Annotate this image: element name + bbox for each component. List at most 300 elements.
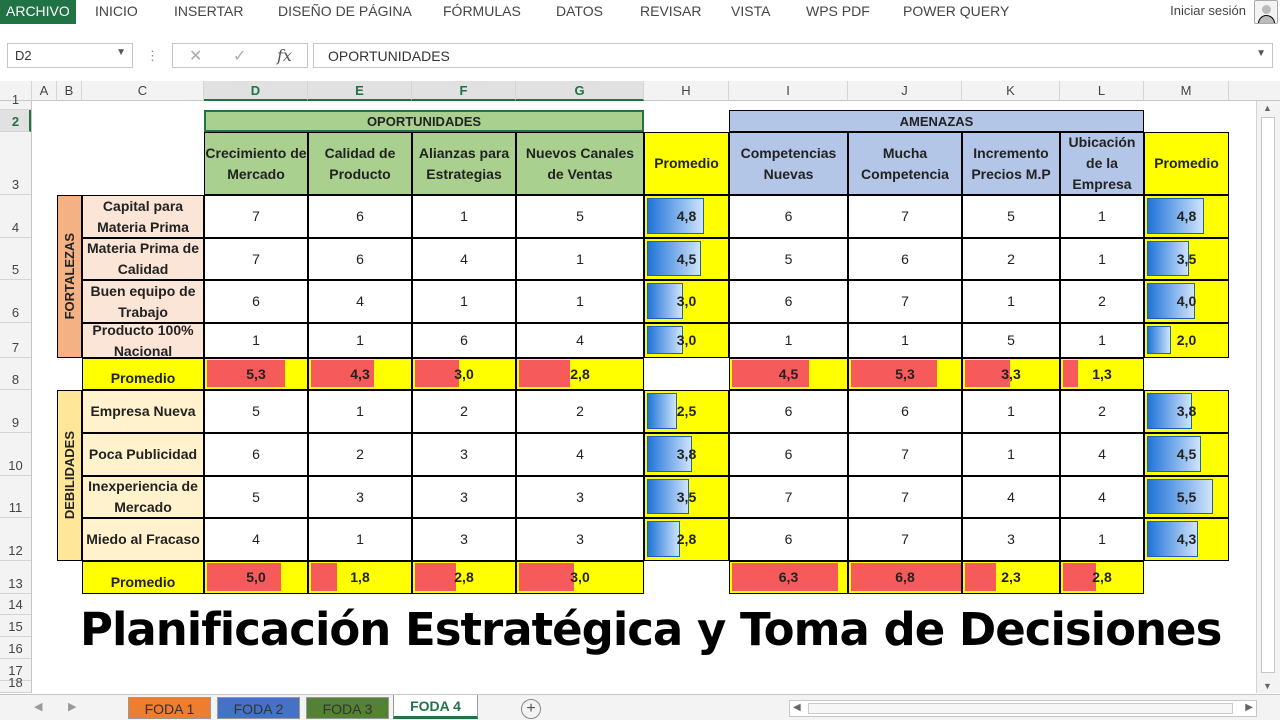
debilidades_promedio-label[interactable] (82, 561, 204, 594)
ribbon (0, 0, 1280, 24)
debilidades-opp-0-1-text: 1 (356, 403, 364, 419)
fortalezas-opp-1-0[interactable] (204, 238, 308, 280)
debilidades_promedio-thr-2[interactable] (962, 561, 1060, 594)
fortalezas-label-3-text: Producto 100% Nacional (92, 321, 194, 359)
fortalezas-label-0[interactable] (82, 195, 204, 238)
column-header-a[interactable]: A (32, 81, 57, 101)
fortalezas-label-0-text: Capital para Materia Prima (97, 197, 189, 235)
column-header-f[interactable]: F (412, 81, 516, 101)
fortalezas_promedio-thr-1-value: 5,3 (895, 365, 915, 382)
row-number: 15 (8, 619, 23, 634)
fortalezas-opp-0-1-text: 6 (356, 208, 364, 224)
debilidades-opp-2-3[interactable] (516, 476, 644, 518)
column-header-j[interactable]: J (848, 81, 962, 101)
fortalezas-thr-avg-1-value: 3,5 (1176, 250, 1197, 267)
debilidades_promedio-opp-0-databar (207, 563, 281, 591)
debilidades-opp-avg-0[interactable] (644, 390, 729, 433)
debilidades_promedio-thr-2-databar (965, 563, 996, 591)
overlay-title: Planificación Estratégica y Toma de Decisiones (80, 603, 1222, 656)
debilidades-thr-3-0[interactable] (729, 518, 848, 561)
fortalezas_promedio-thr-1-databar (851, 360, 937, 387)
opp-header-3[interactable] (516, 132, 644, 195)
group-fortalezas-text: FORTALEZAS (62, 233, 77, 320)
fortalezas-thr-avg-3[interactable] (1144, 323, 1229, 358)
fortalezas-thr-3-1-text: 1 (901, 332, 909, 348)
debilidades-thr-3-3[interactable] (1060, 518, 1144, 561)
debilidades-thr-1-3-text: 4 (1098, 446, 1106, 462)
row-number: 4 (11, 220, 20, 235)
row-header-14[interactable] (0, 594, 31, 615)
debilidades-opp-2-0[interactable] (204, 476, 308, 518)
opp-header-1[interactable] (308, 132, 412, 195)
column-header-c[interactable]: C (82, 81, 204, 101)
fortalezas-opp-2-0[interactable] (204, 280, 308, 323)
row-number: 8 (11, 372, 20, 387)
debilidades_promedio-opp-0[interactable] (204, 561, 308, 594)
fortalezas-thr-avg-2-value: 4,0 (1176, 293, 1197, 309)
debilidades-thr-1-2[interactable] (962, 433, 1060, 476)
fortalezas-thr-avg-0[interactable] (1144, 195, 1229, 238)
debilidades-opp-avg-3[interactable] (644, 518, 729, 561)
row-header-1[interactable] (0, 92, 31, 110)
add-sheet-button[interactable]: + (521, 699, 541, 719)
debilidades-opp-avg-1-value: 3,8 (676, 446, 697, 462)
row-header-11[interactable] (0, 476, 31, 518)
debilidades-thr-3-0-text: 6 (784, 531, 793, 547)
column-header-i[interactable]: I (729, 81, 848, 101)
debilidades-label-3[interactable] (82, 518, 204, 561)
debilidades-thr-2-0-text: 7 (784, 488, 793, 505)
row-header-4[interactable] (0, 195, 31, 238)
formula-input[interactable] (313, 43, 1273, 68)
fortalezas-thr-avg-3-value: 2,0 (1176, 332, 1197, 348)
fortalezas-opp-0-2-text: 1 (460, 208, 468, 224)
fortalezas_promedio-thr-3-databar (1063, 360, 1078, 387)
debilidades-label-1[interactable] (82, 433, 204, 476)
header-oportunidades-text: OPORTUNIDADES (366, 113, 482, 129)
row-number: 12 (8, 543, 23, 558)
row-header-5[interactable] (0, 238, 31, 280)
row-header-18[interactable] (0, 675, 31, 693)
row-header-10[interactable] (0, 433, 31, 476)
next-sheet-icon[interactable]: ▶ (68, 701, 77, 713)
function-icon[interactable]: fx (277, 46, 292, 65)
fortalezas-label-1[interactable] (82, 238, 204, 280)
fortalezas-thr-2-3[interactable] (1060, 280, 1144, 323)
debilidades-label-3-text: Miedo al Fracaso (86, 531, 200, 547)
fortalezas-opp-avg-2[interactable] (644, 280, 729, 323)
debilidades-opp-2-1[interactable] (308, 476, 412, 518)
debilidades-opp-2-0-text: 5 (252, 488, 260, 505)
fortalezas_promedio-label[interactable] (82, 358, 204, 390)
formula-buttons (172, 43, 308, 68)
name-box[interactable] (7, 43, 133, 68)
fortalezas-thr-0-3[interactable] (1060, 195, 1144, 238)
debilidades-opp-2-3-text: 3 (576, 488, 584, 505)
fortalezas-opp-2-1[interactable] (308, 280, 412, 323)
debilidades-thr-3-1[interactable] (848, 518, 962, 561)
debilidades-label-0[interactable] (82, 390, 204, 433)
debilidades-thr-avg-3[interactable] (1144, 518, 1229, 561)
debilidades_promedio-opp-3[interactable] (516, 561, 644, 594)
row-number: 10 (8, 458, 23, 473)
prev-sheet-icon[interactable]: ◀ (34, 701, 43, 713)
debilidades_promedio-opp-1[interactable] (308, 561, 412, 594)
header-amenazas[interactable] (729, 110, 1144, 132)
row-header-13[interactable] (0, 561, 31, 594)
confirm-icon[interactable]: ✓ (233, 48, 247, 65)
fortalezas_promedio-opp-0-value: 5,3 (246, 365, 266, 382)
cancel-icon[interactable]: ✕ (189, 48, 203, 65)
debilidades-thr-avg-0[interactable] (1144, 390, 1229, 433)
fortalezas-opp-avg-1[interactable] (644, 238, 729, 280)
vertical-scrollbar[interactable] (1256, 101, 1280, 693)
fortalezas-thr-1-1[interactable] (848, 238, 962, 280)
debilidades_promedio-opp-3-databar (519, 563, 574, 591)
debilidades-thr-0-2-text: 1 (1007, 403, 1015, 419)
fortalezas_promedio-opp-3[interactable] (516, 358, 644, 390)
row-header-7[interactable] (0, 323, 31, 358)
threat-header-2-text: Incremento Precios M.P (971, 144, 1051, 182)
row-header-3[interactable] (0, 132, 31, 195)
more-vertical-icon: ⋮ (146, 48, 159, 63)
fortalezas-label-3[interactable] (82, 323, 204, 358)
fortalezas-thr-1-2[interactable] (962, 238, 1060, 280)
threat-header-1-text: Mucha Competencia (861, 144, 949, 182)
row-number: 18 (8, 675, 23, 690)
column-header-h[interactable]: H (644, 81, 729, 101)
fortalezas-thr-3-2[interactable] (962, 323, 1060, 358)
fortalezas-thr-0-0[interactable] (729, 195, 848, 238)
header-oportunidades[interactable] (204, 110, 644, 132)
row-header-12[interactable] (0, 518, 31, 561)
name-box-value: D2 (15, 48, 32, 63)
debilidades_promedio-opp-2[interactable] (412, 561, 516, 594)
fortalezas-opp-0-2[interactable] (412, 195, 516, 238)
fortalezas-thr-0-0-text: 6 (784, 208, 793, 224)
fortalezas-thr-2-1[interactable] (848, 280, 962, 323)
fortalezas_promedio-opp-2[interactable] (412, 358, 516, 390)
debilidades-opp-1-1[interactable] (308, 433, 412, 476)
debilidades-thr-3-2[interactable] (962, 518, 1060, 561)
fortalezas-thr-3-3[interactable] (1060, 323, 1144, 358)
debilidades-thr-0-3[interactable] (1060, 390, 1144, 433)
sheet-tab-4[interactable]: FODA 4 (393, 695, 478, 719)
debilidades_promedio-thr-1[interactable] (848, 561, 962, 594)
ribbon-tab-9[interactable]: POWER QUERY (903, 3, 1010, 19)
opp-header-1-text: Calidad de Producto (324, 144, 396, 182)
ribbon-tab-4[interactable]: FÓRMULAS (443, 3, 521, 19)
fortalezas-opp-3-3[interactable] (516, 323, 644, 358)
fortalezas-opp-avg-3[interactable] (644, 323, 729, 358)
debilidades-opp-3-2[interactable] (412, 518, 516, 561)
fortalezas-opp-0-3-text: 5 (576, 208, 584, 224)
fortalezas_promedio-thr-0[interactable] (729, 358, 848, 390)
promedio-header-thr[interactable] (1144, 132, 1229, 195)
column-header-g[interactable]: G (516, 81, 644, 101)
row-headers (0, 92, 32, 693)
ribbon-tab-8[interactable]: WPS PDF (806, 3, 870, 19)
opp-header-2[interactable] (412, 132, 516, 195)
debilidades-thr-avg-1[interactable] (1144, 433, 1229, 476)
row-number: 9 (11, 415, 20, 430)
ribbon-tab-5[interactable]: DATOS (556, 3, 603, 19)
fortalezas_promedio-opp-1[interactable] (308, 358, 412, 390)
fortalezas-thr-0-1[interactable] (848, 195, 962, 238)
group-debilidades[interactable] (57, 390, 82, 561)
row-number: 3 (11, 177, 20, 192)
chevron-down-icon[interactable]: ▼ (116, 47, 126, 58)
column-header-m[interactable]: M (1144, 81, 1229, 101)
debilidades-opp-1-3[interactable] (516, 433, 644, 476)
fortalezas-thr-2-1-text: 7 (901, 293, 909, 309)
column-header-b[interactable]: B (57, 81, 82, 101)
debilidades-thr-2-0[interactable] (729, 476, 848, 518)
ribbon-tab-2[interactable]: INSERTAR (174, 3, 244, 19)
fortalezas-opp-1-1[interactable] (308, 238, 412, 280)
debilidades-thr-0-0[interactable] (729, 390, 848, 433)
debilidades_promedio-label-text: Promedio (110, 574, 176, 590)
fortalezas_promedio-thr-3-value: 1,3 (1092, 365, 1112, 382)
fortalezas-opp-3-3-text: 4 (576, 332, 584, 348)
column-header-e[interactable]: E (308, 81, 412, 101)
debilidades-thr-2-3-text: 4 (1098, 488, 1106, 505)
debilidades-thr-1-2-text: 1 (1007, 446, 1015, 462)
fortalezas-opp-2-1-text: 4 (356, 293, 364, 309)
fortalezas_promedio-thr-2-value: 3,3 (1001, 365, 1021, 382)
fortalezas-thr-2-0[interactable] (729, 280, 848, 323)
debilidades-thr-3-2-text: 3 (1007, 531, 1015, 547)
fortalezas-opp-1-3[interactable] (516, 238, 644, 280)
debilidades-thr-1-3[interactable] (1060, 433, 1144, 476)
fortalezas_promedio-thr-1[interactable] (848, 358, 962, 390)
debilidades-thr-0-0-text: 6 (784, 403, 793, 419)
fortalezas-opp-1-2[interactable] (412, 238, 516, 280)
debilidades-opp-3-0-text: 4 (252, 531, 260, 547)
debilidades_promedio-opp-1-databar (311, 563, 337, 591)
ribbon-tab-3[interactable]: DISEÑO DE PÁGINA (278, 3, 412, 19)
debilidades-thr-3-1-text: 7 (901, 531, 909, 547)
debilidades_promedio-opp-2-databar (415, 563, 456, 591)
fortalezas-opp-3-1-text: 1 (356, 332, 364, 348)
debilidades_promedio-opp-3-value: 3,0 (570, 569, 590, 585)
fortalezas-thr-3-0-text: 1 (784, 332, 793, 348)
debilidades-thr-2-3[interactable] (1060, 476, 1144, 518)
fortalezas_promedio-opp-1-value: 4,3 (350, 365, 370, 382)
fortalezas_promedio-opp-2-value: 3,0 (454, 365, 474, 382)
row-header-16[interactable] (0, 637, 31, 659)
debilidades-label-0-text: Empresa Nueva (90, 403, 196, 419)
column-header-k[interactable]: K (962, 81, 1060, 101)
fortalezas-label-2[interactable] (82, 280, 204, 323)
expand-formula-icon[interactable]: ▼ (1256, 48, 1266, 59)
fortalezas-label-2-text: Buen equipo de Trabajo (90, 282, 196, 320)
fortalezas_promedio-opp-2-databar (415, 360, 459, 387)
fortalezas-thr-1-3[interactable] (1060, 238, 1144, 280)
debilidades-opp-1-0[interactable] (204, 433, 308, 476)
fortalezas-thr-1-0[interactable] (729, 238, 848, 280)
ribbon-tab-0[interactable]: ARCHIVO (0, 0, 76, 24)
debilidades-thr-1-0[interactable] (729, 433, 848, 476)
debilidades_promedio-thr-2-value: 2,3 (1001, 569, 1021, 585)
threat-header-3[interactable] (1060, 132, 1144, 195)
row-header-2[interactable] (0, 110, 31, 132)
ribbon-tab-6[interactable]: REVISAR (640, 3, 702, 19)
threat-header-1[interactable] (848, 132, 962, 195)
promedio-header-opp-text: Promedio (654, 155, 719, 171)
debilidades_promedio-thr-1-value: 6,8 (895, 569, 915, 585)
fortalezas_promedio-opp-0[interactable] (204, 358, 308, 390)
row-number: 2 (11, 114, 20, 129)
threat-header-2[interactable] (962, 132, 1060, 195)
promedio-header-opp[interactable] (644, 132, 729, 195)
fortalezas_promedio-opp-3-value: 2,8 (570, 365, 590, 382)
debilidades-thr-avg-2[interactable] (1144, 476, 1229, 518)
debilidades-opp-1-0-text: 6 (252, 446, 260, 462)
row-header-8[interactable] (0, 358, 31, 390)
debilidades-opp-0-2-text: 2 (460, 403, 468, 419)
debilidades-opp-3-1[interactable] (308, 518, 412, 561)
debilidades-opp-0-2[interactable] (412, 390, 516, 433)
fortalezas-opp-0-3[interactable] (516, 195, 644, 238)
fortalezas-thr-2-3-text: 2 (1098, 293, 1106, 309)
fortalezas-thr-1-3-text: 1 (1098, 250, 1106, 267)
fortalezas-opp-0-0-text: 7 (252, 208, 260, 224)
debilidades-thr-avg-3-value: 4,3 (1176, 531, 1197, 547)
opp-header-0-text: Crecimiento de Mercado (205, 144, 307, 182)
fortalezas-opp-1-0-text: 7 (252, 250, 260, 267)
debilidades-opp-2-2[interactable] (412, 476, 516, 518)
ribbon-tab-1[interactable]: INICIO (95, 3, 138, 19)
fortalezas-opp-2-2[interactable] (412, 280, 516, 323)
debilidades-thr-2-1-text: 7 (901, 488, 909, 505)
fortalezas-thr-0-2-text: 5 (1007, 208, 1015, 224)
row-header-9[interactable] (0, 390, 31, 433)
debilidades-thr-2-2[interactable] (962, 476, 1060, 518)
debilidades-thr-0-1-text: 6 (901, 403, 909, 419)
row-number: 1 (11, 92, 20, 107)
debilidades_promedio-thr-3[interactable] (1060, 561, 1144, 594)
debilidades-opp-1-1-text: 2 (356, 446, 364, 462)
scroll-thumb[interactable] (1261, 117, 1275, 673)
debilidades-opp-3-1-text: 1 (356, 531, 364, 547)
fortalezas-thr-avg-1[interactable] (1144, 238, 1229, 280)
row-header-15[interactable] (0, 615, 31, 637)
debilidades-opp-avg-3-databar (647, 521, 680, 557)
debilidades_promedio-opp-2-value: 2,8 (454, 569, 474, 585)
scroll-down-icon[interactable]: ▼ (1263, 681, 1272, 691)
debilidades-label-1-text: Poca Publicidad (88, 446, 198, 462)
debilidades_promedio-opp-1-value: 1,8 (350, 569, 370, 585)
scroll-up-icon[interactable]: ▲ (1263, 103, 1272, 113)
scroll-right-icon[interactable]: ▶ (1245, 702, 1253, 713)
debilidades-thr-2-1[interactable] (848, 476, 962, 518)
fortalezas-thr-0-3-text: 1 (1098, 208, 1106, 224)
debilidades_promedio-thr-0[interactable] (729, 561, 848, 594)
column-header-d[interactable]: D (204, 81, 308, 101)
user-avatar-icon[interactable] (1254, 0, 1278, 24)
fortalezas-thr-3-1[interactable] (848, 323, 962, 358)
sheet-tab-1[interactable]: FODA 1 (128, 697, 211, 719)
fortalezas-opp-3-1[interactable] (308, 323, 412, 358)
threat-header-0[interactable] (729, 132, 848, 195)
debilidades-opp-avg-0-databar (647, 393, 677, 429)
debilidades-opp-2-2-text: 3 (460, 488, 468, 505)
fortalezas-opp-3-2[interactable] (412, 323, 516, 358)
fortalezas-opp-0-1[interactable] (308, 195, 412, 238)
fortalezas_promedio-opp-3-databar (519, 360, 570, 387)
debilidades-opp-avg-2[interactable] (644, 476, 729, 518)
debilidades-thr-1-1[interactable] (848, 433, 962, 476)
debilidades-label-2[interactable] (82, 476, 204, 518)
debilidades-thr-0-1[interactable] (848, 390, 962, 433)
fortalezas-thr-avg-2[interactable] (1144, 280, 1229, 323)
fortalezas_promedio-thr-2[interactable] (962, 358, 1060, 390)
fortalezas-thr-3-0[interactable] (729, 323, 848, 358)
fortalezas-thr-2-0-text: 6 (784, 293, 793, 309)
sheet-tab-3[interactable]: FODA 3 (306, 697, 389, 719)
fortalezas-opp-avg-0-value: 4,8 (676, 208, 697, 224)
column-header-l[interactable]: L (1060, 81, 1144, 101)
debilidades-opp-0-3-text: 2 (576, 403, 584, 419)
fortalezas_promedio-thr-0-value: 4,5 (778, 365, 799, 382)
debilidades-label-2-text: Inexperiencia de Mercado (88, 478, 198, 515)
group-fortalezas[interactable] (57, 195, 82, 358)
debilidades-opp-1-3-text: 4 (576, 446, 584, 462)
ribbon-tab-7[interactable]: VISTA (731, 3, 771, 19)
debilidades-opp-0-3[interactable] (516, 390, 644, 433)
row-header-6[interactable] (0, 280, 31, 323)
scroll-left-icon[interactable]: ◀ (793, 702, 801, 713)
debilidades_promedio-thr-3-databar (1063, 563, 1096, 591)
formula-bar (0, 38, 1280, 74)
opp-header-0[interactable] (204, 132, 308, 195)
debilidades-thr-avg-0-value: 3,8 (1176, 403, 1197, 419)
row-number: 6 (11, 305, 20, 320)
fortalezas-opp-3-0[interactable] (204, 323, 308, 358)
debilidades-opp-1-2[interactable] (412, 433, 516, 476)
fortalezas_promedio-thr-3[interactable] (1060, 358, 1144, 390)
fortalezas-thr-1-2-text: 2 (1007, 250, 1015, 267)
debilidades-opp-avg-1[interactable] (644, 433, 729, 476)
fortalezas-opp-2-3[interactable] (516, 280, 644, 323)
fortalezas-opp-avg-0[interactable] (644, 195, 729, 238)
debilidades-opp-avg-0-value: 2,5 (676, 403, 697, 419)
debilidades-thr-1-0-text: 6 (784, 446, 793, 462)
fortalezas-thr-2-2[interactable] (962, 280, 1060, 323)
sheet-tab-2[interactable]: FODA 2 (217, 697, 300, 719)
debilidades-opp-1-2-text: 3 (460, 446, 468, 462)
debilidades-thr-0-2[interactable] (962, 390, 1060, 433)
horizontal-scrollbar[interactable] (789, 700, 1257, 717)
debilidades-opp-0-0[interactable] (204, 390, 308, 433)
hscroll-thumb[interactable] (808, 703, 1233, 714)
debilidades-opp-3-0[interactable] (204, 518, 308, 561)
fortalezas-opp-0-0[interactable] (204, 195, 308, 238)
debilidades-opp-0-1[interactable] (308, 390, 412, 433)
fortalezas-thr-0-1-text: 7 (901, 208, 909, 224)
fortalezas-thr-0-2[interactable] (962, 195, 1060, 238)
fortalezas-thr-1-0-text: 5 (784, 250, 793, 267)
debilidades-opp-0-0-text: 5 (252, 403, 260, 419)
debilidades-opp-3-3[interactable] (516, 518, 644, 561)
row-number: 5 (11, 262, 20, 277)
signin-link[interactable]: Iniciar sesión (1170, 3, 1246, 18)
row-number: 7 (11, 340, 20, 355)
promedio-header-thr-text: Promedio (1154, 155, 1219, 171)
group-debilidades-text: DEBILIDADES (62, 431, 77, 520)
debilidades-opp-avg-3-value: 2,8 (676, 531, 697, 547)
